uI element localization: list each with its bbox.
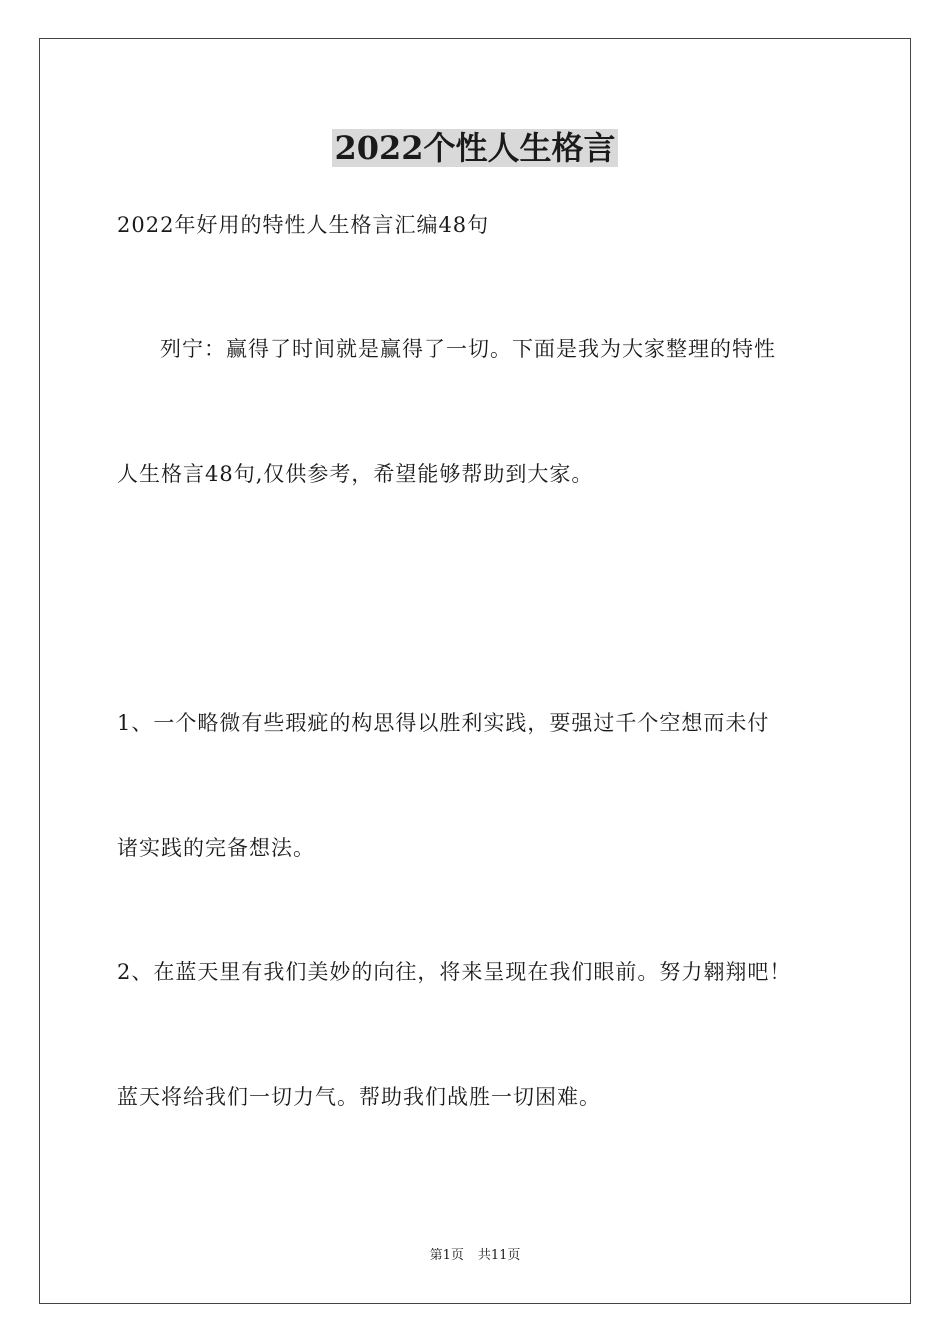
document-title-block	[0, 126, 950, 170]
item-2-line-1: 2、在蓝天里有我们美妙的向往，将来呈现在我们眼前。努力翱翔吧！	[117, 960, 792, 984]
page-footer	[0, 1247, 950, 1265]
document-title: 2022个性人生格言	[334, 129, 616, 167]
item-1-line-2: 诸实践的完备想法。	[117, 836, 315, 860]
intro-line-2: 人生格言48句,仅供参考，希望能够帮助到大家。	[117, 462, 594, 486]
page-total: 共11页	[477, 1248, 521, 1263]
item-2-line-2: 蓝天将给我们一切力气。帮助我们战胜一切困难。	[117, 1085, 601, 1109]
item-1-line-1: 1、一个略微有些瑕疵的构思得以胜利实践，要强过千个空想而未付	[117, 711, 770, 735]
document-subtitle: 2022年好用的特性人生格言汇编48句	[117, 213, 490, 237]
page-number: 第1页	[429, 1248, 464, 1263]
intro-line-1: 列宁：赢得了时间就是赢得了一切。下面是我为大家整理的特性	[160, 337, 776, 361]
